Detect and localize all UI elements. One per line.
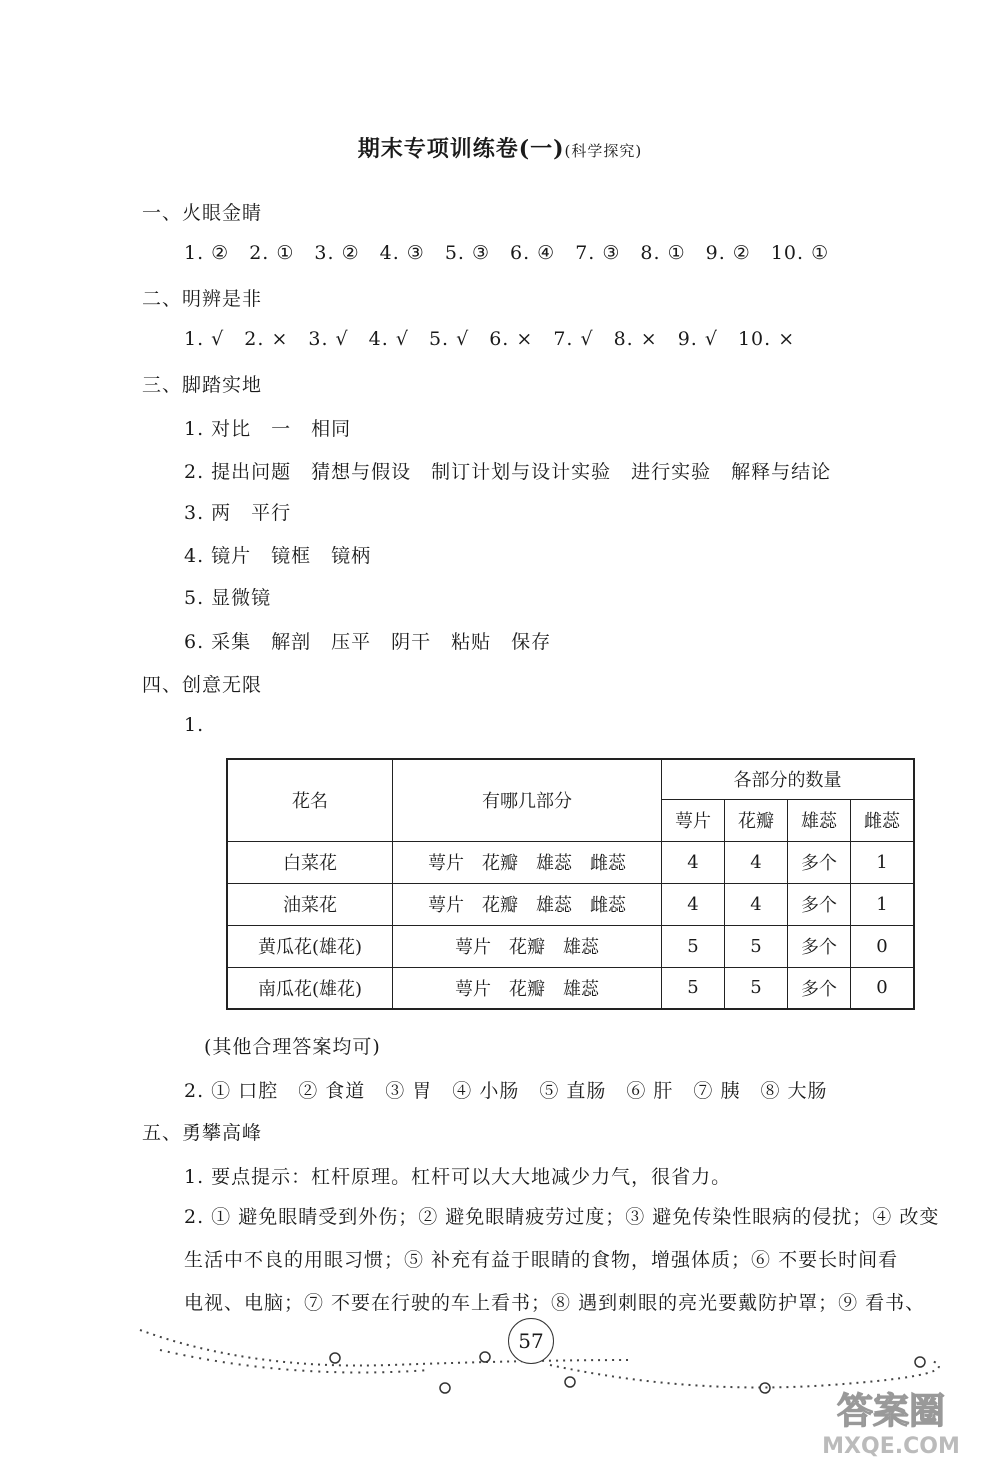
cell-count: 5	[662, 967, 725, 1009]
answer: 10. ×	[737, 328, 796, 350]
cell-count: 1	[851, 883, 915, 925]
flower-parts-table	[226, 758, 915, 1010]
header-parts: 有哪几部分	[393, 759, 662, 841]
answer: 9. ②	[705, 242, 751, 264]
title-sub: (科学探究)	[564, 142, 643, 160]
answer: 4. √	[368, 328, 409, 350]
cell-parts: 萼片 花瓣 雄蕊 雌蕊	[393, 841, 662, 883]
paragraph-line: 生活中不良的用眼习惯；⑤ 补充有益于眼睛的食物，增强体质；⑥ 不要长时间看	[184, 1249, 899, 1271]
header-sepal: 萼片	[662, 799, 725, 841]
cell-count: 1	[851, 841, 915, 883]
table-row	[227, 841, 914, 883]
section-4-item-1: 1.	[184, 714, 205, 736]
section-3-item-2: 2. 提出问题 猜想与假设 制订计划与设计实验 进行实验 解释与结论	[184, 461, 832, 483]
watermark-logo	[796, 1381, 986, 1461]
answer: 7. √	[553, 328, 594, 350]
header-count: 各部分的数量	[662, 759, 915, 799]
cell-count: 4	[725, 883, 788, 925]
cell-count: 4	[662, 841, 725, 883]
answer: 1. ②	[184, 242, 230, 264]
flower-parts-table-wrapper	[226, 758, 915, 1010]
section-4-item-2: 2. ① 口腔 ② 食道 ③ 胃 ④ 小肠 ⑤ 直肠 ⑥ 肝 ⑦ 胰 ⑧ 大肠	[184, 1080, 828, 1102]
section-1-answers	[184, 242, 849, 264]
cell-parts: 萼片 花瓣 雄蕊	[393, 967, 662, 1009]
paragraph-line: 2. ① 避免眼睛受到外伤；② 避免眼睛疲劳过度；③ 避免传染性眼病的侵扰；④ 改变	[184, 1206, 940, 1228]
cell-count: 4	[725, 841, 788, 883]
cell-count: 多个	[788, 967, 851, 1009]
cell-count: 5	[725, 967, 788, 1009]
cell-count: 0	[851, 967, 915, 1009]
header-stamen: 雄蕊	[788, 799, 851, 841]
answer: 3. √	[308, 328, 349, 350]
section-3-heading: 三、脚踏实地	[142, 374, 263, 396]
answer: 1. √	[184, 328, 225, 350]
table-row	[227, 925, 914, 967]
answer: 6. ④	[510, 242, 556, 264]
watermark-bottom-text: MXQE.COM	[822, 1434, 960, 1459]
cell-flower-name: 南瓜花(雄花)	[227, 967, 393, 1009]
section-2-answers	[184, 328, 815, 350]
table-row	[227, 967, 914, 1009]
section-5-heading: 五、勇攀高峰	[142, 1122, 263, 1144]
header-pistil: 雌蕊	[851, 799, 915, 841]
section-3-item-6: 6. 采集 解剖 压平 阴干 粘贴 保存	[184, 631, 552, 653]
section-5-item-1: 1. 要点提示：杠杆原理。杠杆可以大大地减少力气，很省力。	[184, 1166, 732, 1188]
section-1-heading: 一、火眼金睛	[142, 202, 263, 224]
cell-count: 4	[662, 883, 725, 925]
cell-count: 多个	[788, 841, 851, 883]
answer: 3. ②	[314, 242, 360, 264]
cell-parts: 萼片 花瓣 雄蕊	[393, 925, 662, 967]
header-petal: 花瓣	[725, 799, 788, 841]
cell-count: 0	[851, 925, 915, 967]
answer: 8. ①	[640, 242, 686, 264]
section-4-note: (其他合理答案均可)	[204, 1036, 381, 1058]
cell-count: 5	[662, 925, 725, 967]
section-2-heading: 二、明辨是非	[142, 288, 263, 310]
cell-flower-name: 白菜花	[227, 841, 393, 883]
cell-parts: 萼片 花瓣 雄蕊 雌蕊	[393, 883, 662, 925]
answer: 10. ①	[770, 242, 830, 264]
watermark-top-text: 答案圈	[836, 1391, 946, 1432]
section-3-item-4: 4. 镜片 镜框 镜柄	[184, 545, 372, 567]
cell-count: 5	[725, 925, 788, 967]
answer: 9. √	[677, 328, 718, 350]
table-row	[227, 883, 914, 925]
section-4-heading: 四、创意无限	[142, 674, 263, 696]
answer: 6. ×	[489, 328, 534, 350]
answer: 4. ③	[379, 242, 425, 264]
answer: 2. ×	[244, 328, 289, 350]
section-3-item-5: 5. 显微镜	[184, 587, 272, 609]
section-3-item-1: 1. 对比 一 相同	[184, 418, 352, 440]
cell-count: 多个	[788, 925, 851, 967]
answer: 5. ③	[444, 242, 491, 264]
title-main: 期末专项训练卷(一)	[357, 136, 565, 162]
answer: 2. ①	[249, 242, 295, 264]
page-title	[0, 132, 1000, 163]
answer: 7. ③	[575, 242, 621, 264]
section-3-item-3: 3. 两 平行	[184, 502, 292, 524]
cell-flower-name: 黄瓜花(雄花)	[227, 925, 393, 967]
cell-count: 多个	[788, 883, 851, 925]
header-flower-name: 花名	[227, 759, 393, 841]
answer: 5. √	[428, 328, 470, 350]
page-number: 57	[508, 1318, 554, 1364]
cell-flower-name: 油菜花	[227, 883, 393, 925]
answer: 8. ×	[613, 328, 658, 350]
paragraph-line: 电视、电脑；⑦ 不要在行驶的车上看书；⑧ 遇到刺眼的亮光要戴防护罩；⑨ 看书、	[184, 1292, 926, 1314]
